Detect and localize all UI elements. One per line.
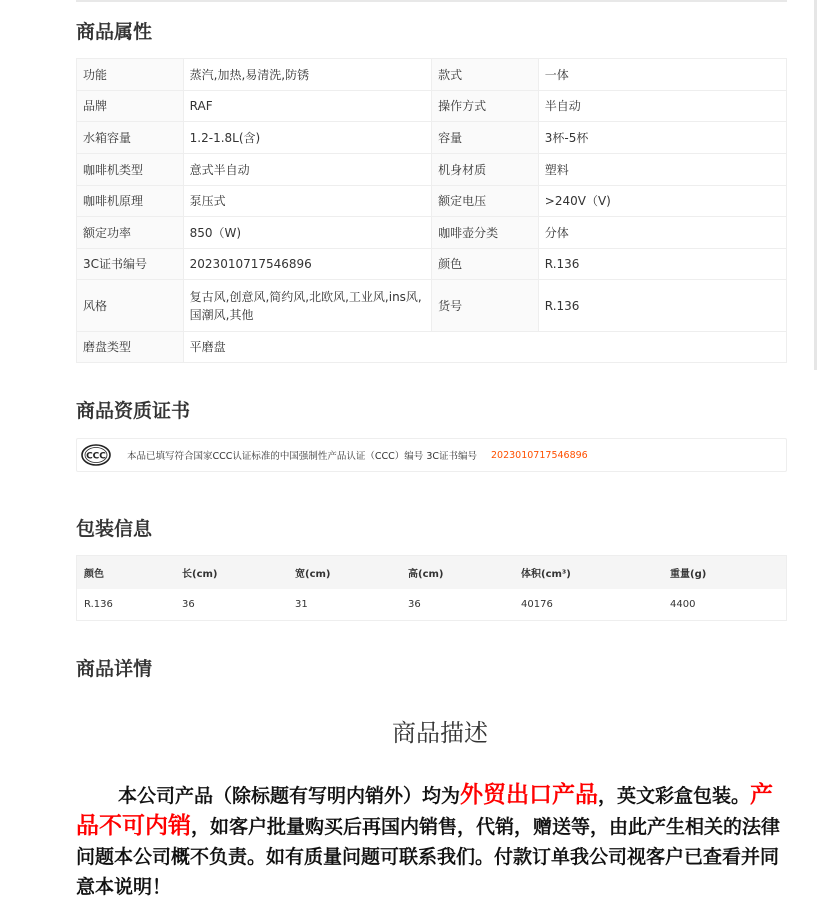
attribute-key: 额定电压 (432, 186, 539, 217)
attribute-value: 3杯-5杯 (538, 122, 786, 154)
attribute-value: 半自动 (538, 91, 786, 122)
package-cell: 4400 (663, 589, 787, 621)
attribute-value: 1.2-1.8L(含) (183, 122, 432, 154)
attribute-key: 3C证书编号 (77, 249, 184, 280)
package-cell: 36 (175, 589, 288, 621)
attribute-value: 分体 (538, 217, 786, 249)
attribute-row (77, 59, 787, 91)
package-header: 重量(g) (663, 556, 787, 590)
detail-section-title: 商品详情 (76, 658, 153, 680)
attribute-row (77, 217, 787, 249)
attribute-row (77, 280, 787, 332)
certificate-box (76, 438, 787, 472)
attribute-row (77, 122, 787, 154)
notice-highlight: 产品不可内销 (76, 782, 774, 839)
attribute-value: 复古风,创意风,简约风,北欧风,工业风,ins风,国潮风,其他 (183, 280, 432, 332)
certificate-section-title: 商品资质证书 (76, 400, 191, 422)
ccc-logo-text: CCC (86, 451, 106, 462)
attribute-value: 850（W) (183, 217, 432, 249)
attribute-key: 咖啡机原理 (77, 186, 184, 217)
attribute-value: 一体 (538, 59, 786, 91)
package-cell: 31 (288, 589, 401, 621)
attribute-value: R.136 (538, 249, 786, 280)
attribute-key: 机身材质 (432, 154, 539, 186)
package-header: 颜色 (77, 556, 176, 590)
attribute-key: 品牌 (77, 91, 184, 122)
package-header: 体积(cm³) (514, 556, 663, 590)
attribute-value: 平磨盘 (183, 332, 786, 363)
attribute-row (77, 91, 787, 122)
package-section-title: 包装信息 (76, 518, 153, 540)
description-heading: 商品描述 (392, 719, 488, 747)
package-cell: 40176 (514, 589, 663, 621)
package-header: 宽(cm) (288, 556, 401, 590)
attribute-value: 泵压式 (183, 186, 432, 217)
notice-text: ，如客户批量购买后再国内销售，代销，赠送等，由此产生相关的法律问题本公司概不负责。如有质量问题可联系我们。付款订单我公司视客户已查看并同意本说明！ (76, 816, 781, 898)
attribute-value: R.136 (538, 280, 786, 332)
attribute-value: >240V（V) (538, 186, 786, 217)
attribute-row (77, 186, 787, 217)
attribute-key: 水箱容量 (77, 122, 184, 154)
attribute-row (77, 249, 787, 280)
attribute-key: 额定功率 (77, 217, 184, 249)
attribute-key: 功能 (77, 59, 184, 91)
attribute-key: 货号 (432, 280, 539, 332)
top-divider (76, 0, 787, 2)
attribute-row (77, 154, 787, 186)
package-header-row (77, 556, 787, 590)
notice-text: 本公司产品（除标题有写明内销外）均为 (118, 785, 461, 807)
notice-highlight: 外贸出口产品 (460, 782, 599, 808)
attribute-value: 蒸汽,加热,易清洗,防锈 (183, 59, 432, 91)
attribute-key: 款式 (432, 59, 539, 91)
package-row (77, 589, 787, 621)
package-header: 高(cm) (401, 556, 514, 590)
package-header: 长(cm) (175, 556, 288, 590)
attribute-key: 咖啡机类型 (77, 154, 184, 186)
attribute-row (77, 332, 787, 363)
attribute-key: 操作方式 (432, 91, 539, 122)
certificate-text: 本品已填写符合国家CCC认证标准的中国强制性产品认证（CCC）编号 3C证书编号 (127, 451, 477, 462)
attribute-key: 容量 (432, 122, 539, 154)
attributes-section-title: 商品属性 (76, 21, 153, 43)
attribute-value: RAF (183, 91, 432, 122)
attributes-table (76, 58, 787, 363)
export-notice (76, 780, 787, 902)
attribute-key: 风格 (77, 280, 184, 332)
package-cell: 36 (401, 589, 514, 621)
attribute-key: 磨盘类型 (77, 332, 184, 363)
notice-text: ，英文彩盒包装。 (598, 785, 751, 807)
attribute-key: 咖啡壶分类 (432, 217, 539, 249)
package-table (76, 555, 787, 621)
attribute-value: 塑料 (538, 154, 786, 186)
certificate-number: 2023010717546896 (491, 449, 588, 461)
attribute-value: 2023010717546896 (183, 249, 432, 280)
attribute-value: 意式半自动 (183, 154, 432, 186)
ccc-logo-icon (81, 444, 111, 466)
attribute-key: 颜色 (432, 249, 539, 280)
package-cell: R.136 (77, 589, 176, 621)
